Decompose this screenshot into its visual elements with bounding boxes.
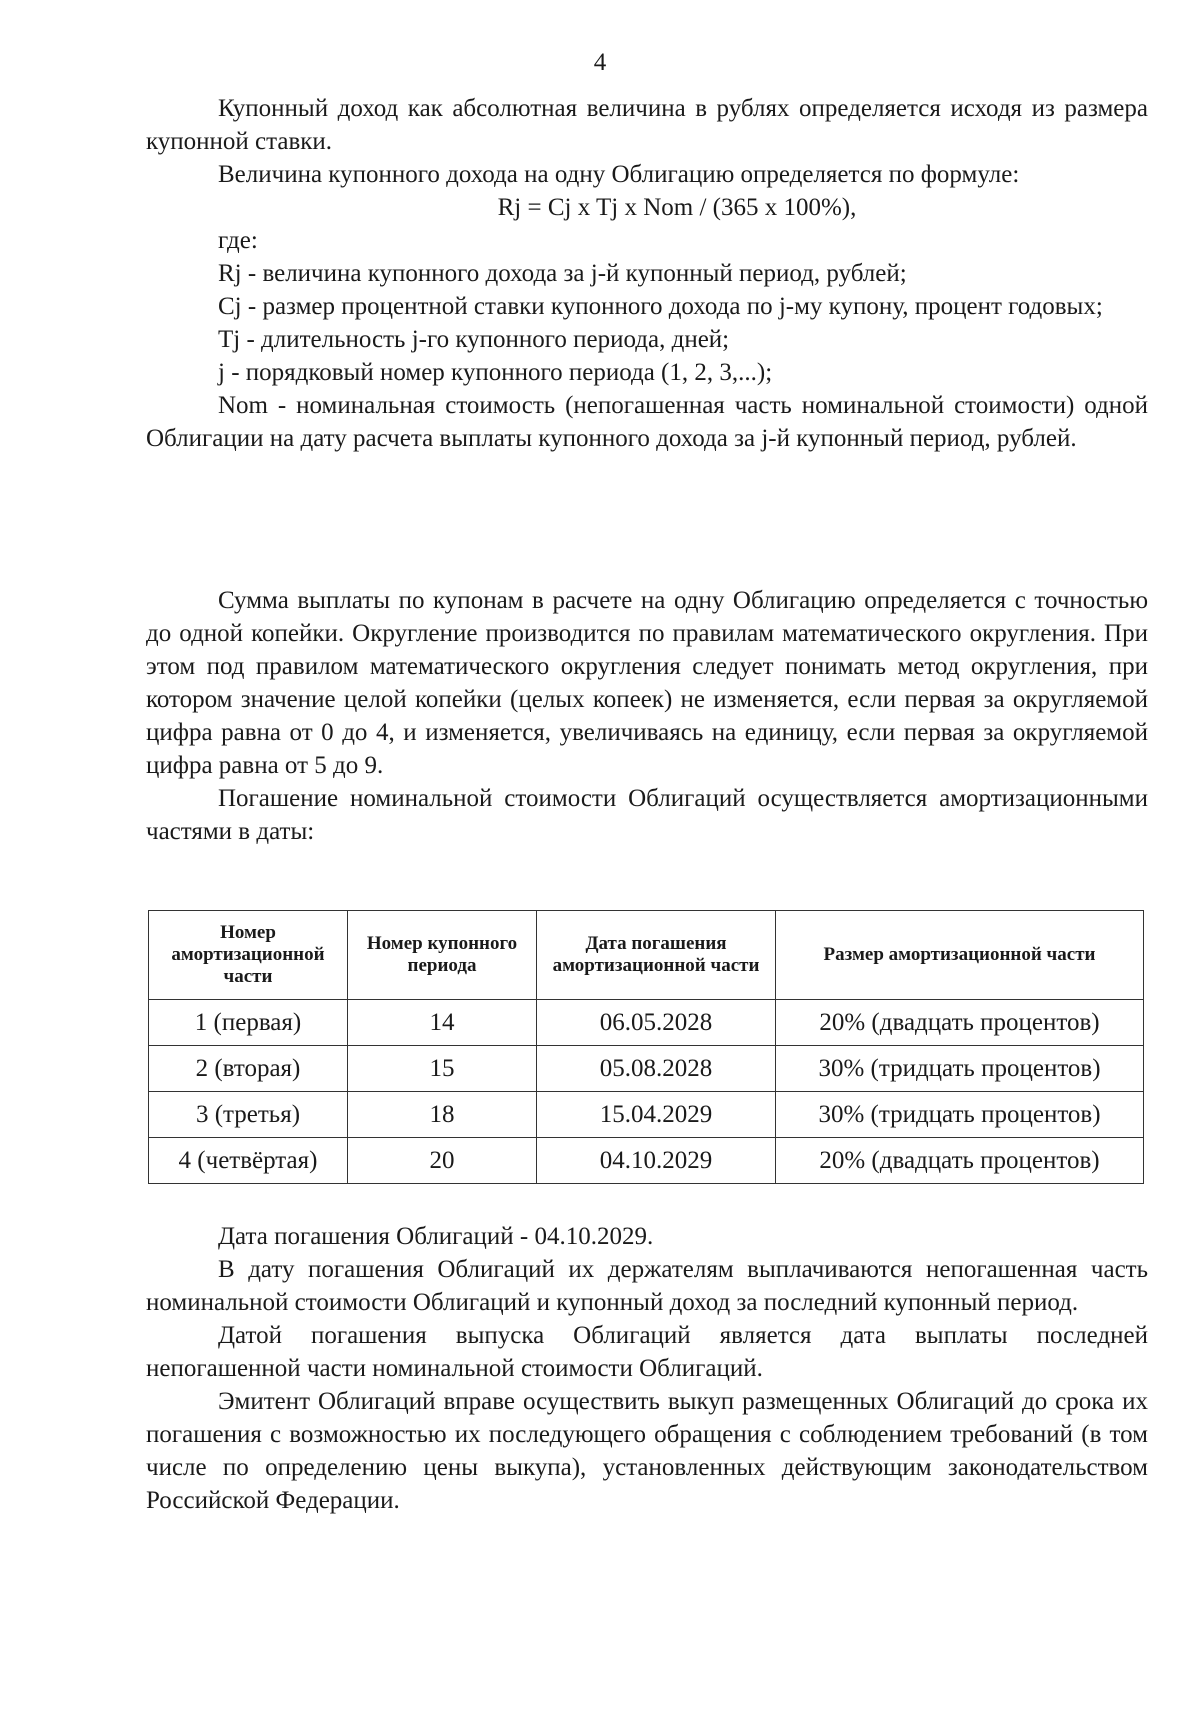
definition-rj: Rj - величина купонного дохода за j-й купонный период, рублей;: [218, 260, 907, 287]
header-part-number: Номер амортизационной части: [149, 911, 348, 1000]
cell-period: 20: [348, 1138, 537, 1184]
table-row: [149, 1092, 1144, 1138]
paragraph-redemption-payout: В дату погашения Облигаций их держателям выплачиваются непогашенная часть номинальной стоимости Облигаций и купонный доход за последний купонный период.: [146, 1256, 1148, 1316]
redemption-section: [146, 1220, 1148, 1517]
cell-date: 06.05.2028: [537, 1000, 776, 1046]
cell-period: 15: [348, 1046, 537, 1092]
definition-nom: Nom - номинальная стоимость (непогашенная часть номинальной стоимости) одной Облигации на дату расчета выплаты купонного дохода за j-й купонный период, рублей.: [146, 392, 1148, 452]
paragraph-issue-redemption: Датой погашения выпуска Облигаций является дата выплаты последней непогашенной части номинальной стоимости Облигаций.: [146, 1322, 1148, 1382]
header-coupon-period: Номер купонного периода: [348, 911, 537, 1000]
cell-period: 14: [348, 1000, 537, 1046]
cell-part: 4 (четвёртая): [149, 1138, 348, 1184]
cell-period: 18: [348, 1092, 537, 1138]
page-number: 4: [593, 49, 607, 76]
cell-date: 15.04.2029: [537, 1092, 776, 1138]
table-row: [149, 1138, 1144, 1184]
header-part-size: Размер амортизационной части: [776, 911, 1144, 1000]
table-row: [149, 1000, 1144, 1046]
paragraph-formula-intro: Величина купонного дохода на одну Облигацию определяется по формуле:: [218, 161, 1020, 188]
definition-tj: Tj - длительность j-го купонного периода, дней;: [218, 326, 730, 353]
table-header-row: [149, 911, 1144, 1000]
cell-part: 2 (вторая): [149, 1046, 348, 1092]
cell-size: 30% (тридцать процентов): [776, 1046, 1144, 1092]
paragraph-redemption-date: Дата погашения Облигаций - 04.10.2029.: [218, 1223, 654, 1250]
where-label: где:: [218, 227, 258, 254]
table-row: [149, 1046, 1144, 1092]
definition-cj: Cj - размер процентной ставки купонного дохода по j-му купону, процент годовых;: [218, 293, 1103, 320]
header-redemption-date: Дата погашения амортизационной части: [537, 911, 776, 1000]
definition-j: j - порядковый номер купонного периода (1, 2, 3,...);: [218, 359, 773, 386]
cell-size: 30% (тридцать процентов): [776, 1092, 1144, 1138]
cell-size: 20% (двадцать процентов): [776, 1000, 1144, 1046]
rounding-section: [146, 584, 1148, 848]
coupon-section: [146, 92, 1148, 455]
paragraph-buyback: Эмитент Облигаций вправе осуществить выкуп размещенных Облигаций до срока их погашения с возможностью их последующего обращения с соблюдением требований (в том числе по определению цены выкупа), установленных действующим законодательством Российской Федерации.: [146, 1388, 1148, 1514]
paragraph-rounding: Сумма выплаты по купонам в расчете на одну Облигацию определяется с точностью до одной копейки. Округление производится по правилам математического округления. При этом под правилом математического округления следует понимать метод округления, при котором значение целой копейки (целых копеек) не изменяется, если первая за округляемой цифра равна от 0 до 4, и изменяется, увеличиваясь на единицу, если первая за округляемой цифра равна от 5 до 9.: [146, 587, 1148, 779]
cell-part: 3 (третья): [149, 1092, 348, 1138]
cell-date: 05.08.2028: [537, 1046, 776, 1092]
cell-part: 1 (первая): [149, 1000, 348, 1046]
amortization-table: [148, 910, 1144, 1184]
cell-date: 04.10.2029: [537, 1138, 776, 1184]
cell-size: 20% (двадцать процентов): [776, 1138, 1144, 1184]
paragraph-coupon-income: Купонный доход как абсолютная величина в рублях определяется исходя из размера купонной ставки.: [146, 95, 1148, 155]
coupon-formula: Rj = Cj x Tj x Nom / (365 x 100%),: [497, 194, 857, 221]
paragraph-amortization-intro: Погашение номинальной стоимости Облигаций осуществляется амортизационными частями в даты:: [146, 785, 1148, 845]
